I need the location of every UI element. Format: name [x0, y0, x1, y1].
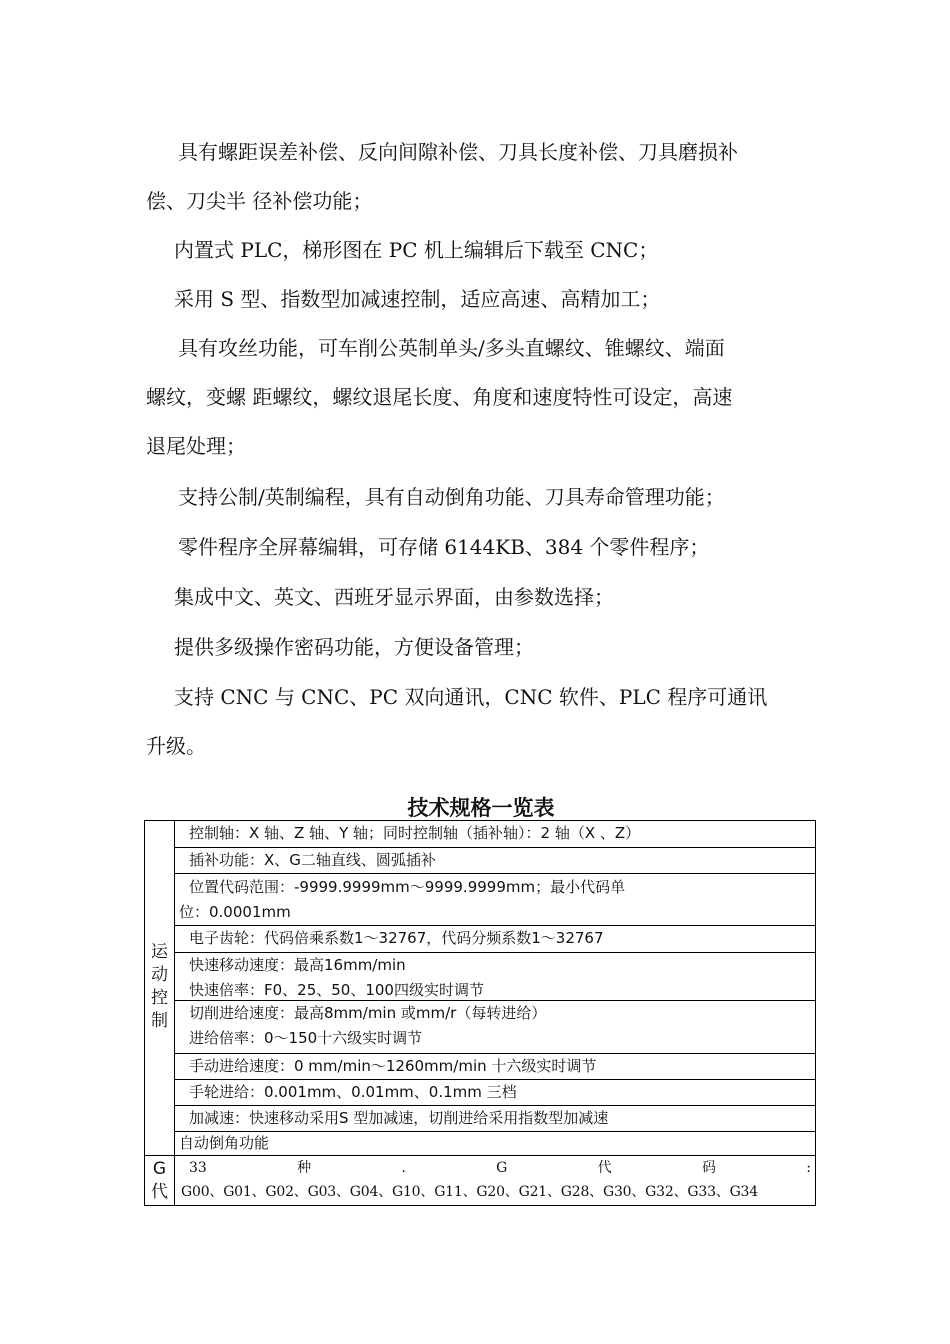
word: :	[806, 1160, 811, 1176]
word: 码	[701, 1160, 716, 1176]
word: 种	[297, 1160, 312, 1176]
text-line: 提供多级操作密码功能，方便设备管理；	[174, 635, 534, 659]
paragraph-4	[146, 324, 810, 471]
row-text: 切削进给速度：最高8mm/min 或mm/r（每转进给）	[189, 1004, 547, 1022]
text-line: 偿、刀尖半 径补偿功能；	[146, 189, 373, 213]
text-line: 支持公制/英制编程，具有自动倒角功能、刀具寿命管理功能；	[178, 485, 725, 509]
row-text: 位置代码范围：-9999.9999mm～9999.9999mm；最小代码单	[189, 878, 626, 896]
g-code-summary	[181, 1156, 815, 1180]
spec-row-electronic-gear	[175, 926, 815, 953]
text-line: 具有螺距误差补偿、反向间隙补偿、刀具长度补偿、刀具磨损补	[178, 140, 738, 164]
text-line: 具有攻丝功能，可车削公英制单头/多头直螺纹、锥螺纹、端面	[178, 336, 725, 360]
text-line: 退尾处理；	[146, 434, 246, 458]
text-line: 内置式 PLC，梯形图在 PC 机上编辑后下载至 CNC；	[174, 238, 659, 262]
row-text: 插补功能：X、G二轴直线、圆弧插补	[189, 851, 436, 869]
paragraph-3	[146, 275, 810, 324]
word: 33	[189, 1160, 207, 1176]
spec-row-g-codes	[175, 1156, 815, 1206]
spec-row-manual-feed	[175, 1054, 815, 1080]
row-text: 手动进给速度：0 mm/min～1260mm/min 十六级实时调节	[189, 1057, 597, 1075]
row-text: 加减速：快速移动采用S 型加减速，切削进给采用指数型加减速	[189, 1109, 609, 1127]
spec-row-position-range	[175, 874, 815, 926]
label-char: 控	[151, 988, 168, 1008]
spec-row-axes	[175, 821, 815, 848]
label-char: 运	[151, 942, 168, 962]
label-char: 制	[151, 1011, 168, 1031]
paragraph-9	[146, 673, 810, 771]
g-code-label	[145, 1156, 175, 1206]
spec-row-interpolation	[175, 848, 815, 874]
paragraph-2	[146, 226, 810, 275]
spec-row-rapid	[175, 953, 815, 1001]
row-text: 控制轴：X 轴、Z 轴、Y 轴；同时控制轴（插补轴）：2 轴（X 、Z）	[189, 824, 641, 842]
paragraph-6	[146, 523, 810, 572]
row-text: 自动倒角功能	[179, 1134, 270, 1152]
word: G	[496, 1160, 508, 1176]
text-line: 集成中文、英文、西班牙显示界面，由参数选择；	[174, 585, 614, 609]
spec-row-handwheel	[175, 1080, 815, 1106]
motion-control-label	[145, 821, 175, 1155]
row-text: 电子齿轮：代码倍乘系数1～32767，代码分频系数1～32767	[189, 929, 604, 947]
label-char: 代	[151, 1182, 168, 1202]
word: .	[401, 1160, 406, 1176]
word: 代	[597, 1160, 612, 1176]
spec-row-acceleration	[175, 1106, 815, 1132]
paragraph-7	[146, 573, 810, 622]
text-line: 支持 CNC 与 CNC、PC 双向通讯，CNC 软件、PLC 程序可通讯	[174, 685, 768, 709]
paragraph-1	[146, 128, 810, 226]
spec-table-title: 技术规格一览表	[407, 796, 555, 820]
text-line: 采用 S 型、指数型加减速控制，适应高速、高精加工；	[174, 287, 661, 311]
spec-row-cutting-feed	[175, 1001, 815, 1054]
paragraph-5	[146, 473, 810, 522]
text-line: 零件程序全屏幕编辑，可存储 6144KB、384 个零件程序；	[178, 535, 710, 559]
row-text: 快速移动速度：最高16mm/min	[189, 956, 406, 974]
g-code-list: G00、G01、G02、G03、G04、G10、G11、G20、G21、G28、G30、G32、G33、G34	[181, 1184, 758, 1200]
row-text: 位：0.0001mm	[179, 903, 291, 921]
text-line: 螺纹，变螺 距螺纹，螺纹退尾长度、角度和速度特性可设定，高速	[146, 385, 733, 409]
label-char: G	[152, 1159, 167, 1179]
text-line: 升级。	[146, 734, 206, 758]
row-text: 手轮进给：0.001mm、0.01mm、0.1mm 三档	[189, 1083, 517, 1101]
label-char: 动	[151, 965, 168, 985]
spec-row-chamfer	[175, 1132, 815, 1155]
row-text: 快速倍率：F0、25、50、100四级实时调节	[189, 981, 484, 999]
row-text: 进给倍率：0～150十六级实时调节	[189, 1029, 423, 1047]
spec-table	[144, 820, 816, 1206]
paragraph-8	[146, 623, 810, 672]
